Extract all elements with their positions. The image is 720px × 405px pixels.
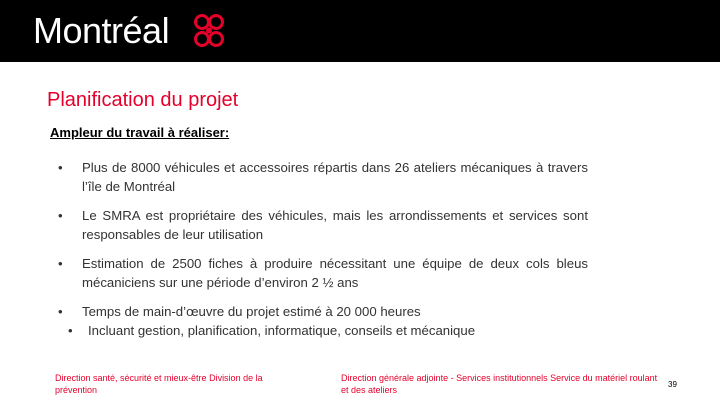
list-item — [58, 158, 588, 196]
bullet-marker: • — [58, 160, 63, 175]
bullet-text: Le SMRA est propriétaire des véhicules, mais les arrondissements et services sont responsables de leur utilisation — [82, 208, 588, 242]
sub-bullet-marker: • — [68, 323, 73, 338]
bullet-text: Plus de 8000 véhicules et accessoires répartis dans 26 ateliers mécaniques à travers l’île de Montréal — [82, 160, 588, 194]
montreal-logo-text: Montréal — [33, 10, 170, 51]
bullet-list — [58, 158, 588, 340]
slide-subtitle: Ampleur du travail à réaliser: — [50, 125, 230, 140]
page-number: 39 — [668, 380, 677, 389]
footer-right-text: Direction générale adjointe - Services institutionnels Service du matériel roulant et des ateliers — [341, 373, 658, 395]
header-bar — [0, 0, 720, 62]
list-item — [58, 206, 588, 244]
bullet-text: Temps de main-d’œuvre du projet estimé à 20 000 heures — [82, 304, 421, 319]
rosette-icon — [187, 12, 231, 50]
bullet-marker: • — [58, 304, 63, 319]
slide-title: Planification du projet — [47, 89, 239, 111]
sub-bullet-text: Incluant gestion, planification, informatique, conseils et mécanique — [88, 323, 476, 338]
bullet-marker: • — [58, 256, 63, 271]
list-item — [58, 302, 588, 340]
footer-left-text: Direction santé, sécurité et mieux-être Division de la prévention — [55, 373, 263, 395]
sub-list-item — [58, 321, 588, 340]
bullet-marker: • — [58, 208, 63, 223]
list-item — [58, 254, 588, 292]
bullet-text: Estimation de 2500 fiches à produire nécessitant une équipe de deux cols bleus mécaniciens sur une période d’environ 2 ½ ans — [82, 256, 588, 290]
